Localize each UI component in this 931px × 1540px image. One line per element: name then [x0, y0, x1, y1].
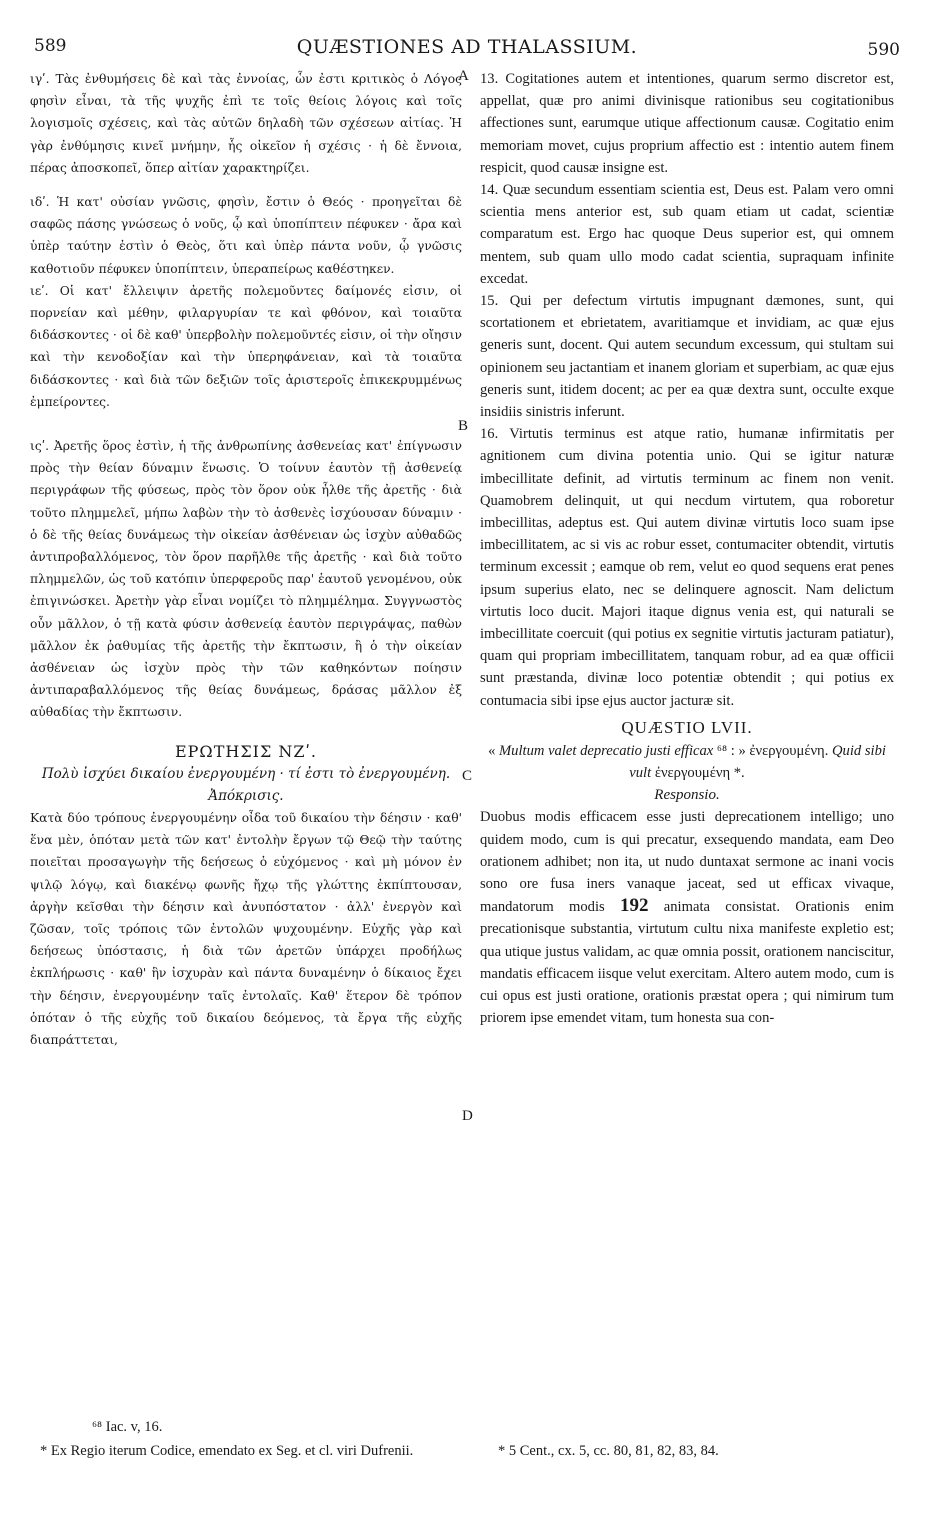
latin-answer-part-a: Duobus modis efficacem esse justi deprecationem intelligo; uno quidem modo, cum is qui precatur, exsequendo mandata, eam Deo orationem adhibet; non ita, ut nudo duntaxat sermone ac inani vocis sono ore fusa iners vanaque jaceat, sed ut efficax vivaque, mandatorum modis — [480, 809, 894, 916]
latin-paragraph-14: 14. Quæ secundum essentiam scientia est, Deus est. Palam vero omni scientia mens anterior est, sub quam etiam ut cadat, scientiæ comparatum est. Ergo hac quoque Deus superior est, qui omnem mentem, sub quam ullo modo cadat scientia, supraquam infinite excedat. — [480, 182, 894, 287]
latin-column — [480, 68, 894, 1029]
greek-paragraph-16: ιςʹ. Ἀρετῆς ὅρος ἐστὶν, ἡ τῆς ἀνθρωπίνης ἀσθενείας κατ' ἐπίγνωσιν πρὸς τὴν θείαν δύναμιν ἕνωσις. Ὁ τοίνυν ἑαυτὸν τῇ ἀσθενείᾳ περιγράφων τῆς φύσεως, πρὸς τὸν ὅρον οὐκ ἦλθε τῆς ἀρετῆς · διὰ τοῦτο πλημμελεῖ, μήπω λαβὼν τὴν τὸ ἀσθενὲς ἰσχύουσαν δύναμιν · ὁ δὲ τῆς θείας δυνάμεως τὴν οἰκείαν ἀσθένειαν ὡς ἰσχὺν αὐθαδῶς ἀντιπροβαλλόμενος, τὸν ὅρον παρῆλθε τῆς ἀρετῆς · καὶ διὰ τοῦτο πλημμελῶν, ὡς τοῦ κατόπιν ὑπερφεροῦς παρ' ἑαυτοῦ γενομένου, οὐκ ἐπιγινώσκει. Ἀρετὴν γὰρ εἶναι νομίζει τὸ πλημμέλημα. Συγγνωστὸς οὖν μᾶλλον, ὁ τῇ κατὰ φύσιν ἀσθενείᾳ ἑαυτὸν περιγράψας, παθὼν μᾶλλον ἐκ ῥαθυμίας τῆς ἀρετῆς τὴν ἔκπτωσιν, ἢ ὁ τὴν οἰκείαν ἀσθένειαν ὡς ἰσχὺν πρὸς τὴν τῶν καθηκόντων ποίησιν ἀντιπαραβαλλόμενος τῆς θείας δυνάμεως, δράσας μᾶλλον ἐξ αὐθαδίας τὴν ἔκπτωσιν. — [30, 439, 462, 720]
latin-question-text — [480, 740, 894, 784]
right-page-number: 590 — [867, 40, 900, 60]
scripture-quote: Multum valet deprecatio justi efficax — [499, 742, 714, 759]
latin-paragraph-15: 15. Qui per defectum virtutis impugnant dæmones, sunt, qui scortationem et ebrietatem, avaritiamque et invidiam, ac quæ ejus generis sunt, docent. Qui autem secundum excessum, qui stultam sui opinionem seu jactantiam et inanem gloriam et superbiam, ac quæ ejus generis sunt, itidem docent; ac per ea quæ dextra sunt, occulte exque insidiis sinistris inferunt. — [480, 293, 894, 421]
latin-answer-text — [480, 806, 894, 1029]
running-title: QUÆSTIONES AD THALASSIUM. — [296, 36, 638, 58]
greek-answer-text: Κατὰ δύο τρόπους ἐνεργουμένην οἶδα τοῦ δικαίου τὴν δέησιν · καθ' ἕνα μὲν, ὁπόταν μετὰ τῶν κατ' ἐντολὴν ἔργων τῷ Θεῷ τὴν ταύτης ποιεῖται προσαγωγὴν τῆς δεήσεως ὁ εὐχόμενος · καὶ μὴ μόνον ἐν ψιλῷ λόγῳ, καὶ διακένῳ φωνῆς ἤχῳ τῆς γλώττης ἐκπίπτουσαν, ἀργὴν κεῖσθαι τὴν δέησιν καὶ ἀνυπόστατον · ἀλλ' ἐνεργὸν καὶ ζῶσαν, τοῖς τρόποις τῶν ἐντολῶν ψυχουμένην. Εὐχῆς γὰρ καὶ δεήσεως ὑπόστασις, ἡ διὰ τῶν ἀρετῶν ὑπάρχει προδήλως ἐκπλήρωσις · καθ' ἣν ἰσχυρὰν καὶ πάντα δυναμένην ὁ δίκαιος ἔχει τὴν δέησιν, ἐνεργουμένην ταῖς ἐντολαῖς. Καθ' ἕτερον δὲ τρόπον ὁπόταν ὁ τῆς εὐχῆς τοῦ δικαίου δεόμενος, τὰ ἔργα τῆς εὐχῆς διαπράττεται, — [30, 810, 462, 1047]
footnote-scripture-ref: ⁶⁸ Iac. v, 16. — [92, 1419, 163, 1435]
quote-end: ἐνεργουμένη *. — [651, 765, 745, 782]
quote-mid: ⁶⁸ : » ἐνεργουμένη. — [713, 742, 832, 759]
greek-paragraph-14: ιδʹ. Ἡ κατ' οὐσίαν γνῶσις, φησὶν, ἔστιν ὁ Θεός · προηγεῖται δὲ σαφῶς πάσης γνώσεως ὁ νοῦς, ᾧ καὶ ὑποπίπτειν πέφυκεν · ἄρα καὶ ὑπὲρ ταύτην ἐστὶν ὁ Θεὸς, ὅτι καὶ ὑπὲρ πάντα νοῦν, ᾧ γνῶσις καθοτιοῦν πέφυκεν ὑποπίπτειν, ὑπεραπείρως καθέστηκεν. — [30, 195, 462, 276]
greek-paragraph-15: ιεʹ. Οἱ κατ' ἔλλειψιν ἀρετῆς πολεμοῦντες δαίμονές εἰσιν, οἱ πορνείαν καὶ μέθην, φιλαργυρίαν τε καὶ φθόνον, καὶ τοιαῦτα διδάσκοντες · οἱ δὲ καθ' ὑπερβολὴν πολεμοῦντές εἰσιν, οἱ τὴν οἴησιν καὶ τὴν κενοδοξίαν καὶ τὴν ὑπερηφάνειαν, καὶ τὰ τοιαῦτα διδάσκοντες · καὶ διὰ τῶν δεξιῶν τοῖς ἀριστεροῖς ἐπικεκρυμμένως ἐμπείροντες. — [30, 283, 462, 409]
greek-column — [30, 68, 462, 1051]
footnote-codex-note: * Ex Regio iterum Codice, emendato ex Seg. et cl. viri Dufrenii. — [40, 1443, 414, 1459]
latin-question-heading: QUÆSTIO LVII. — [621, 717, 753, 737]
footnote-latin-ref: * 5 Cent., cx. 5, cc. 80, 81, 82, 83, 84. — [498, 1443, 719, 1459]
question-phrase: Quid sibi vult — [629, 742, 886, 782]
greek-question-text: Πολὺ ἰσχύει δικαίου ἐνεργουμένη · τί ἐστι τὸ ἐνεργουμένη. — [41, 765, 451, 782]
latin-paragraph-16: 16. Virtutis terminus est atque ratio, humanæ infirmitatis per agnitionem cum divina potentia unio. Qui se igitur naturæ imbecillitate definit, ad virtutis terminum ac finem non venit. Quamobrem delinquit, ut qui necdum virtutem, qua roboretur imbecillitas, adeptus est. Qui autem divinæ virtutis loco suam ipse imbecillitatem, ac si vis ac robur esset, contumaciter obtendit, virtutis terminum excessit ; eamque ob rem, velut eo quod sequens erat penes ipsum superius elato, nec se delinquere agnoscit. Nam delictum virtutis loco ducit. Majori itaque dignus venia est, qui naturali se imbecillitate coercuit (qui potius ex segnitie virtutis jacturam patiatur), quam qui propriam imbecillitatem, tanquam robur, ad ea quæ officii sunt præstanda, divinæ loco potentiæ obtendit ; qui potius ex contumacia sibi ipse ejus auctor jacturæ sit. — [480, 426, 894, 709]
latin-answer-part-b: animata consistat. Orationis enim precationisque substantia, virtutum cultu nixa manifeste expletio est; qua utique justus validam, ac quæ omnia possit, orationem nanciscitur, mandatis efficacem iisque velut exercitam. Altero autem modo, cum is cui opus est justi oratione, orationis præstat opera ; qui nimirum tum priorem ipse emendet vitam, tum honesta sua con- — [480, 899, 894, 1027]
column-number: 192 — [620, 895, 649, 917]
running-header — [34, 36, 900, 66]
greek-question-heading: ΕΡΩΤΗΣΙΣ ΝΖʹ. — [174, 741, 318, 761]
greek-paragraph-13: ιγʹ. Τὰς ἐνθυμήσεις δὲ καὶ τὰς ἐννοίας, ὧν ἐστι κριτικὸς ὁ Λόγος φησὶν εἶναι, τὰ τῆς ψυχῆς ἐπὶ τε τοῖς θείοις λόγοις καὶ τοῖς λογισμοῖς σχέσεις, καὶ τὰς αὐτῶν δηλαδὴ τῶν σχέσεων αἰτίας. Ἡ γὰρ ἐνθύμησις κινεῖ μνήμην, ἧς οἰκεῖον ἡ σχέσις · ἡ δὲ ἔννοια, πέρας ἀποσκοπεῖ, ὅπερ αἰτίαν χαρακτηρίζει. — [30, 72, 462, 175]
margin-letter-c: C — [462, 768, 473, 784]
latin-answer-label: Responsio. — [654, 787, 720, 804]
margin-letter-a: A — [458, 68, 469, 84]
left-page-number: 589 — [34, 36, 67, 56]
quote-open: « — [488, 742, 500, 759]
greek-answer-label: Ἀπόκρισις. — [208, 787, 284, 804]
margin-letter-b: B — [458, 418, 469, 434]
latin-paragraph-13: 13. Cogitationes autem et intentiones, quarum sermo discretor est, appellat, quæ pro animi divinisque rationibus seu cogitationibus affectiones sunt, earumque utique affectionum causæ. Cogitatio enim memoriam movet, cujus proprium affectio est : intentio autem finem respicit, quod causæ insigne est. — [480, 71, 894, 176]
margin-letter-d: D — [462, 1108, 473, 1124]
